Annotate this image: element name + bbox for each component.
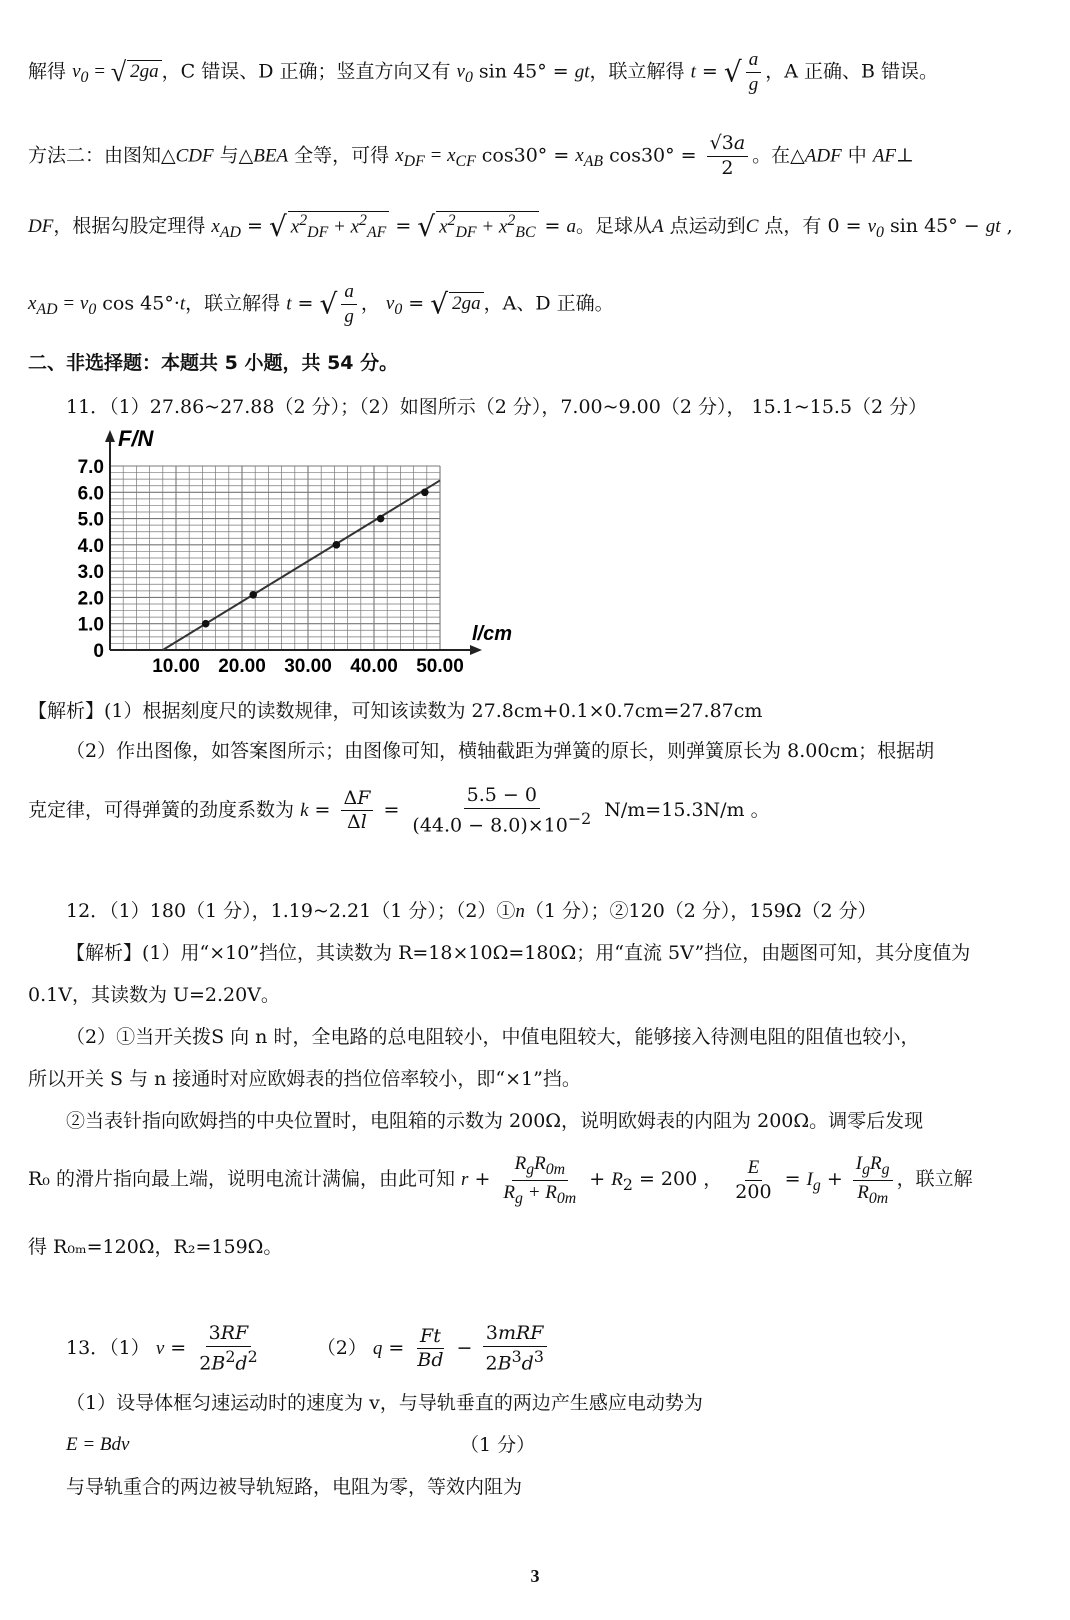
- y-tick-label: 2.0: [77, 588, 104, 610]
- data-point: [249, 591, 257, 599]
- x-tick-label: 50.00: [416, 656, 464, 677]
- data-point: [333, 541, 341, 549]
- y-tick-label: 5.0: [77, 509, 104, 531]
- q12-analysis-3: （2）①当开关拨S 向 n 时，全电路的总电阻较小，中值电阻较大，能够接入待测电阻的阻值也较小，: [66, 1026, 920, 1048]
- q11-analysis-1: 【解析】(1）根据刻度尺的读数规律，可知该读数为 27.8cm+0.1×0.7cm=27.87cm: [28, 700, 763, 722]
- data-point: [421, 488, 429, 496]
- x-tick-label: 40.00: [350, 656, 398, 677]
- chart-series: [163, 480, 440, 650]
- q12-answer: 12．（1）180（1 分），1.19~2.21（1 分）；（2）①n（1 分）；②120（2 分），159Ω（2 分）: [66, 900, 877, 922]
- q12-analysis-6: R₀ 的滑片指向最上端，说明电流计满偏，由此可知 r + $\frac{R_gR_{0m}}{R_g + R_{0m}}$ + $R_2 = 200$ ， $\frac{E}{200}$ = $I_g$ + $\frac{I_gR_g}{R_{0m}}$ ，联立解: [28, 1153, 973, 1207]
- q11-analysis-2: （2）作出图像，如答案图所示；由图像可知，横轴截距为弹簧的原长，则弹簧原长为 8.00cm；根据胡: [66, 740, 935, 762]
- q13-answer: 13．（1） v = $\frac{3RF}{2B^2d^2}$ （2） q = $\frac{Ft}{Bd}$ − $\frac{\text{3mRF}}{2B^3d^3}$: [66, 1322, 551, 1376]
- y-axis-arrow: [105, 430, 115, 442]
- q11-answer: 11．（1）27.86~27.88（2 分）；（2）如图所示（2 分），7.00~9.00（2 分）， 15.1~15.5（2 分）: [66, 396, 928, 418]
- y-tick-label: 0: [93, 641, 104, 662]
- q11-analysis-3: 克定律，可得弹簧的劲度系数为 k = $\frac{\Delta F}{\Delta l}$ = $\frac{5.5 - 0}{(44.0 - 8.0)\times 10^{-2}}$ N/m=15.3N/m 。: [28, 784, 770, 837]
- q13-analysis-1: （1）设导体框匀速运动时的速度为 v，与导轨垂直的两边产生感应电动势为: [66, 1392, 703, 1414]
- y-axis-label: F/N: [118, 428, 154, 451]
- force-length-chart: [60, 428, 530, 678]
- q12-analysis-7: 得 R₀ₘ=120Ω，R₂=159Ω。: [28, 1236, 283, 1258]
- data-point: [377, 515, 385, 523]
- q12-analysis-2: 0.1V，其读数为 U=2.20V。: [28, 984, 280, 1006]
- q12-analysis-1: 【解析】(1）用“×10”挡位，其读数为 R=18×10Ω=180Ω；用“直流 5V”挡位，由题图可知，其分度值为: [66, 942, 971, 964]
- pythagoras-line: DF，根据勾股定理得 $x_{AD}$ = √ $x^2_{DF} + x^2_{AF}$ = √ $x^2_{DF} + x^2_{BC} = a$。足球从A 点运动到C 点，有 $0 = v_0$ sin 45° − gt ,: [28, 210, 1013, 243]
- q12-analysis-5: ②当表针指向欧姆挡的中央位置时，电阻箱的示数为 200Ω，说明欧姆表的内阻为 200Ω。调零后发现: [66, 1110, 924, 1132]
- x-tick-label: 30.00: [284, 656, 332, 677]
- data-point: [202, 620, 210, 628]
- q12-analysis-4: 所以开关 S 与 n 接通时对应欧姆表的挡位倍率较小，即“×1”挡。: [28, 1068, 581, 1090]
- method2-line: 方法二：由图知△CDF 与△BEA 全等，可得 $x_{DF} = x_{CF}$ $\cos 30^\circ = x_{AB}$ cos30° = $\frac{√3a}{2}$ 。在△ADF 中 AF⊥: [28, 132, 914, 179]
- page-number: 3: [530, 1566, 540, 1586]
- q13-formula-emf: E = Bdv: [66, 1434, 130, 1455]
- formula-v0-eq1: $v_0$ = √ 2ga: [72, 61, 162, 82]
- x-tick-label: 20.00: [218, 656, 266, 677]
- x-tick-label: 10.00: [152, 656, 200, 677]
- q13-analysis-2: 与导轨重合的两边被导轨短路，电阻为零，等效内阻为: [66, 1476, 523, 1498]
- y-tick-label: 4.0: [77, 535, 104, 557]
- y-tick-label: 6.0: [77, 483, 104, 505]
- y-tick-label: 1.0: [77, 614, 104, 636]
- y-tick-label: 3.0: [77, 562, 104, 584]
- chart-axes: [105, 430, 482, 655]
- x-axis-arrow: [470, 645, 482, 655]
- combined-solve-line: $x_{AD} = v_0$ cos 45°·t，联立解得 t = √ $\frac{a}{g}$ ， $v_0$ = √ 2ga ，A、D 正确。: [28, 281, 614, 327]
- method1-result-line: 解得 $v_0$ = √ 2ga ，C 错误、D 正确；竖直方向又有 $v_0$ sin 45° = gt，联立解得 t = √ $\frac{a}{g}$ ，A 正确、B 错误。: [28, 49, 938, 95]
- section-heading: 二、非选择题：本题共 5 小题，共 54 分。: [28, 352, 399, 374]
- x-axis-label: l/cm: [472, 623, 513, 645]
- y-tick-label: 7.0: [77, 457, 104, 478]
- chart-grid: [110, 466, 440, 650]
- chart-tick-labels: [78, 457, 464, 677]
- q13-score: （1 分）: [460, 1434, 536, 1456]
